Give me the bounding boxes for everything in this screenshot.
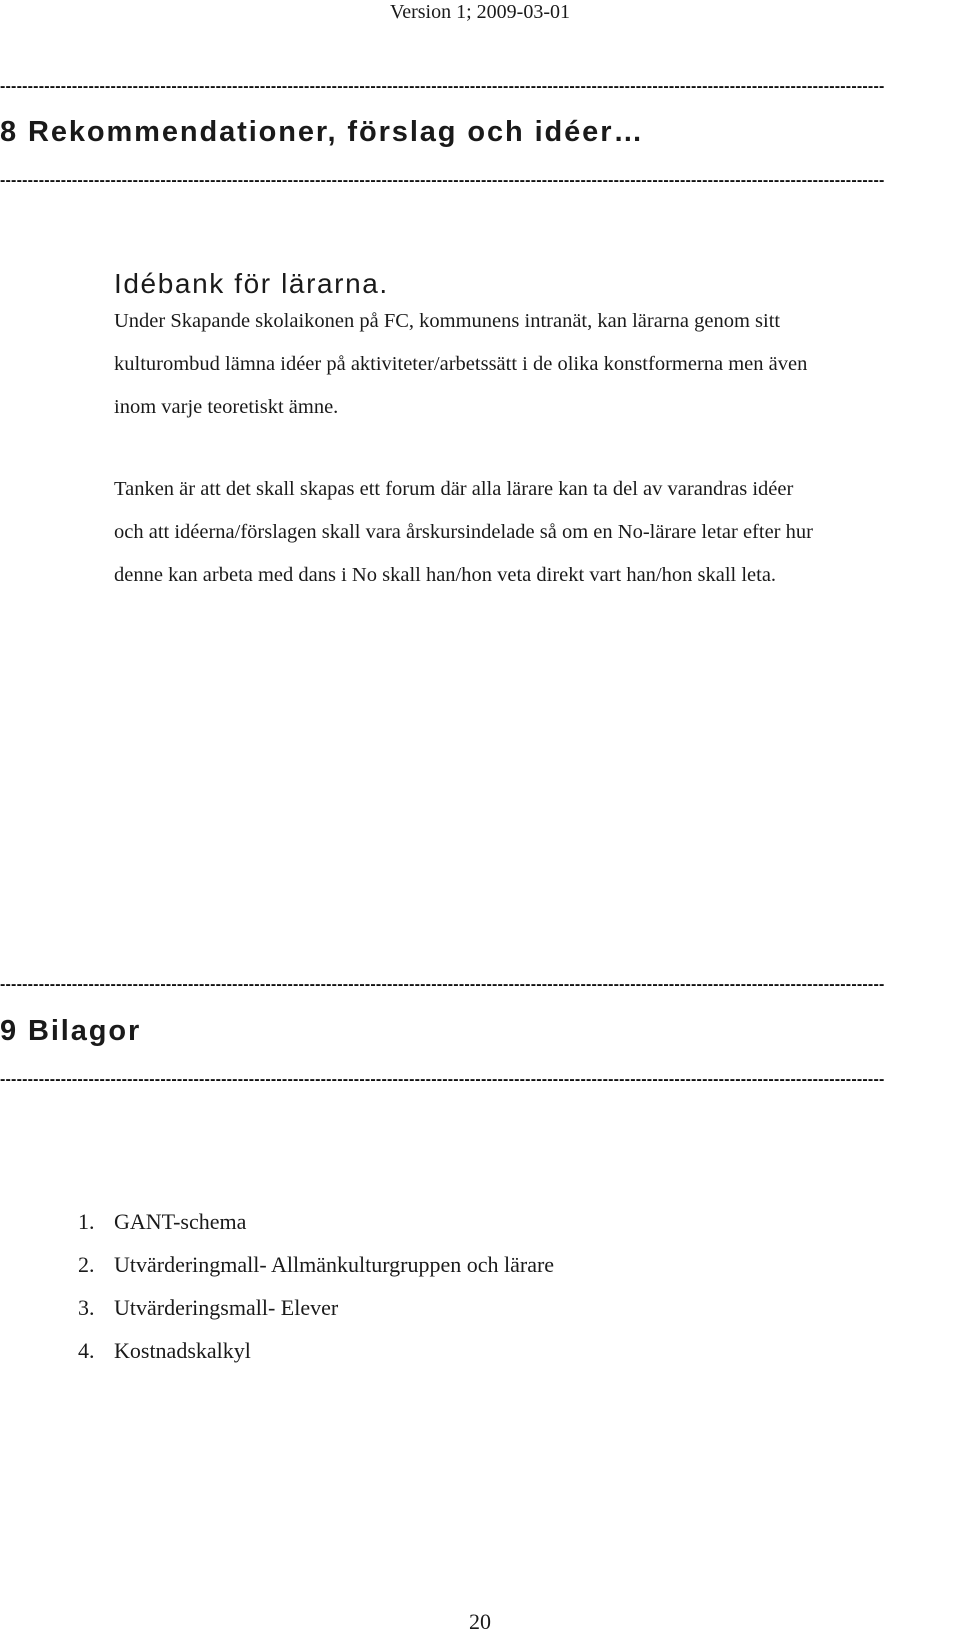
appendix-item-label: Kostnadskalkyl — [114, 1338, 251, 1363]
paragraph-line: och att idéerna/förslagen skall vara årskursindelade så om en No-lärare letar efter hur — [114, 521, 813, 543]
section-9-heading: 9 Bilagor — [0, 1015, 142, 1047]
appendix-item — [78, 1200, 554, 1243]
paragraph-intranet — [114, 300, 960, 429]
section-divider-bottom-1: ---------------------------------------------------------------------------------------------------------------------------------------------------------------- — [0, 976, 885, 993]
appendix-item-number: 2. — [78, 1252, 95, 1277]
appendix-item — [78, 1243, 554, 1286]
document-version-header: Version 1; 2009-03-01 — [390, 1, 570, 23]
appendix-item-label: GANT-schema — [114, 1209, 247, 1234]
appendix-item-number: 3. — [78, 1295, 95, 1320]
section-8-heading: 8 Rekommendationer, förslag och idéer… — [0, 116, 645, 148]
appendix-list — [78, 1200, 554, 1372]
appendix-item-label: Utvärderingmall- Allmänkulturgruppen och lärare — [114, 1252, 555, 1277]
appendix-item-number: 4. — [78, 1338, 95, 1363]
paragraph-line: Under Skapande skolaikonen på FC, kommunens intranät, kan lärarna genom sitt — [114, 310, 781, 332]
section-divider-bottom-2: ---------------------------------------------------------------------------------------------------------------------------------------------------------------- — [0, 1071, 885, 1088]
paragraph-line: inom varje teoretiskt ämne. — [114, 396, 339, 418]
section-divider-top-2: ---------------------------------------------------------------------------------------------------------------------------------------------------------------- — [0, 172, 885, 189]
appendix-item — [78, 1329, 554, 1372]
appendix-item-label: Utvärderingsmall- Elever — [114, 1295, 339, 1320]
page-number: 20 — [469, 1609, 491, 1634]
paragraph-line: kulturombud lämna idéer på aktiviteter/arbetssätt i de olika konstformerna men även — [114, 353, 808, 375]
paragraph-forum — [114, 468, 960, 597]
appendix-item-number: 1. — [78, 1209, 95, 1234]
paragraph-line: Tanken är att det skall skapas ett forum där alla lärare kan ta del av varandras idéer — [114, 478, 794, 500]
idea-bank-subheading: Idébank för lärarna. — [114, 268, 389, 299]
paragraph-line: denne kan arbeta med dans i No skall han/hon veta direkt vart han/hon skall leta. — [114, 564, 777, 586]
section-divider-top-1: ---------------------------------------------------------------------------------------------------------------------------------------------------------------- — [0, 78, 885, 95]
appendix-item — [78, 1286, 554, 1329]
